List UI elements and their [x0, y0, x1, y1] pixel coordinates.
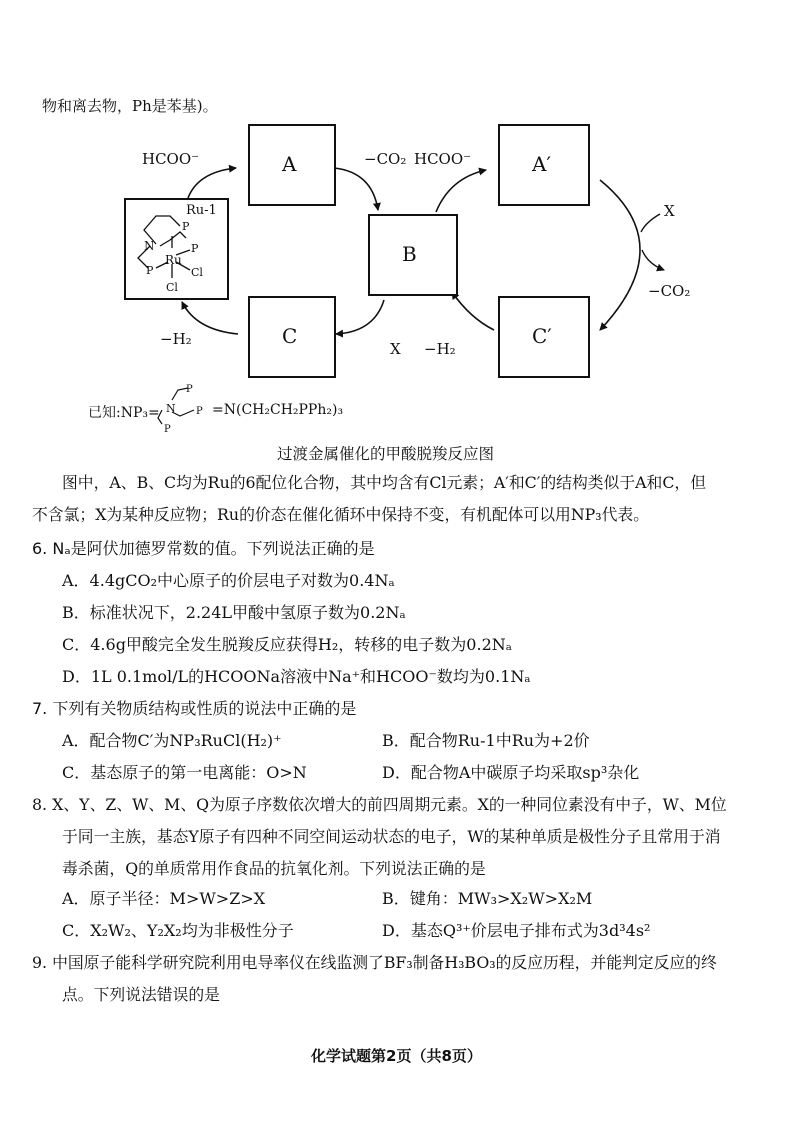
np3-atom-n: N — [166, 402, 176, 415]
q9-line-1: 9. 中国原子能科学研究院利用电导率仪在线监测了BF₃制备H₃BO₃的反应历程，并能判定反应的终 — [32, 953, 717, 972]
q6-option-c: C．4.6g甲酸完全发生脱羧反应获得H₂，转移的电子数为0.2Nₐ — [62, 635, 512, 654]
complex-cprime-box — [498, 296, 590, 378]
arrow-ru1-to-a — [188, 168, 236, 198]
complex-b-label: B — [402, 242, 417, 266]
complex-c-label: C — [282, 324, 298, 348]
q9-line-2: 点。下列说法错误的是 — [62, 985, 220, 1004]
q6-option-b: B．标准状况下，2.24L甲酸中氢原子数为0.2Nₐ — [62, 603, 406, 622]
arrow-b-to-aprime — [436, 170, 486, 212]
known-prefix: 已知:NP₃= — [88, 405, 160, 421]
q7-option-d: D．配合物A中碳原子均采取sp³杂化 — [382, 763, 640, 782]
q8-line-3: 毒杀菌，Q的单质常用作食品的抗氧化剂。下列说法正确的是 — [62, 859, 486, 878]
ru1-metal: Ru — [165, 253, 182, 267]
complex-b-box — [368, 214, 458, 296]
q8-option-b: B．键角：MW₃>X₂W>X₂M — [382, 889, 593, 908]
ru1-atom-p1: P — [182, 220, 190, 233]
np3-atom-p3: P — [164, 424, 171, 435]
intro-fragment: 物和离去物，Ph是苯基)。 — [42, 97, 218, 115]
page-footer: 化学试题第2页（共8页） — [311, 1047, 482, 1065]
q7-stem: 7. 下列有关物质结构或性质的说法中正确的是 — [32, 699, 357, 718]
complex-aprime-box — [498, 124, 590, 206]
arrow-b-to-c — [336, 300, 384, 334]
label-h2-left: −H₂ — [160, 330, 192, 348]
label-x-right: X — [664, 202, 675, 220]
complex-cprime-label: C′ — [532, 324, 552, 348]
q7-option-c: C．基态原子的第一电离能：O>N — [62, 763, 307, 782]
description-line-1: 图中，A、B、C均为Ru的6配位化合物，其中均含有Cl元素；A′和C′的结构类似于A和C，但 — [62, 473, 707, 492]
q6-option-d: D．1L 0.1mol/L的HCOONa溶液中Na⁺和HCOO⁻数均为0.1Nₐ — [62, 667, 531, 686]
q7-option-a: A．配合物C′为NP₃RuCl(H₂)⁺ — [62, 731, 282, 750]
diagram-caption: 过渡金属催化的甲酸脱羧反应图 — [277, 445, 495, 463]
arrow-x-in — [641, 214, 660, 232]
label-co2-top: −CO₂ — [364, 150, 407, 168]
label-h2-bottom: −H₂ — [424, 340, 456, 358]
q6-stem: 6. Nₐ是阿伏加德罗常数的值。下列说法正确的是 — [32, 539, 375, 558]
ru1-cl2: Cl — [166, 281, 178, 294]
q8-line-2: 于同一主族，基态Y原子有四种不同空间运动状态的电子，W的某种单质是极性分子且常用于消 — [62, 827, 721, 846]
complex-aprime-label: A′ — [532, 152, 551, 176]
ru1-atom-p3: P — [146, 264, 154, 277]
complex-a-label: A — [282, 152, 297, 176]
q7-option-b: B．配合物Ru-1中Ru为+2价 — [382, 731, 590, 750]
ru1-atom-n: N — [144, 239, 155, 253]
q8-option-a: A．原子半径：M>W>Z>X — [62, 889, 266, 908]
q8-line-1: 8. X、Y、Z、W、M、Q为原子序数依次增大的前四周期元素。X的一种同位素没有中子，W、M位 — [32, 795, 727, 814]
arrow-co2-out — [642, 250, 664, 270]
label-hcoo-left: HCOO⁻ — [142, 150, 200, 168]
label-hcoo-mid: HCOO⁻ — [414, 150, 472, 168]
np3-atom-p1: P — [186, 384, 193, 395]
arrow-a-to-b — [334, 168, 378, 210]
np3-atom-p2: P — [196, 406, 203, 417]
label-x-bottom: X — [390, 340, 401, 358]
arrow-cprime-to-b — [452, 292, 494, 330]
ru1-cl1: Cl — [191, 266, 203, 279]
ru1-name: Ru-1 — [186, 203, 217, 218]
description-line-2: 不含氯；X为某种反应物；Ru的价态在催化循环中保持不变，有机配体可以用NP₃代表。 — [32, 505, 649, 524]
arrow-aprime-to-cprime — [600, 180, 640, 330]
q8-option-d: D．基态Q³⁺价层电子排布式为3d³4s² — [382, 921, 651, 940]
complex-c-box — [248, 296, 336, 378]
known-suffix: =N(CH₂CH₂PPh₂)₃ — [212, 402, 344, 418]
ru1-atom-p2: P — [191, 242, 199, 255]
complex-a-box — [248, 124, 336, 206]
label-co2-right: −CO₂ — [648, 282, 691, 300]
q6-option-a: A．4.4gCO₂中心原子的价层电子对数为0.4Nₐ — [62, 571, 395, 590]
q8-option-c: C．X₂W₂、Y₂X₂均为非极性分子 — [62, 921, 294, 940]
